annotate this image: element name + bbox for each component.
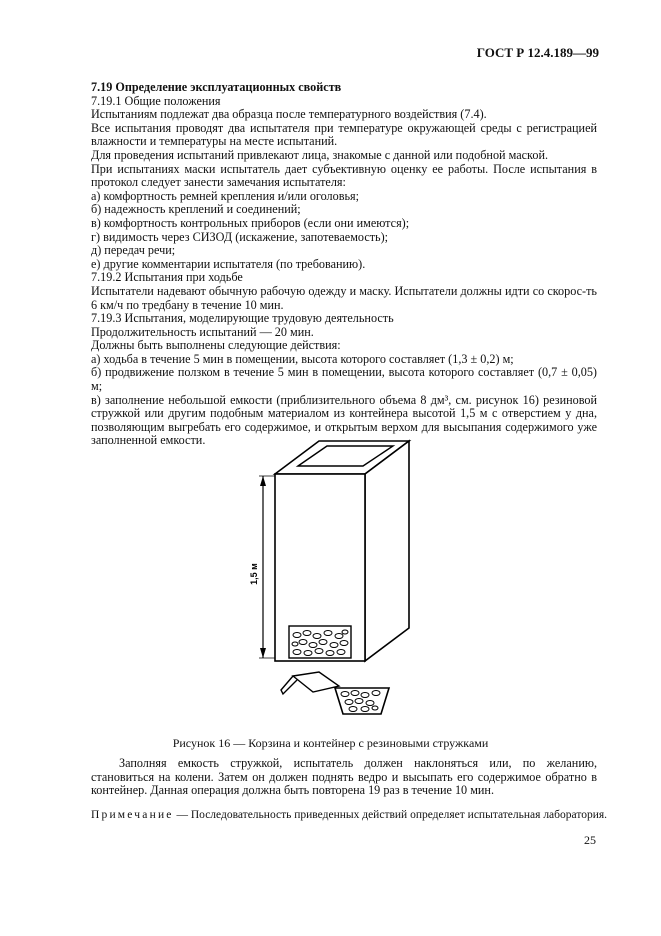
list-item: б) надежность креплений и соединений; xyxy=(91,202,301,217)
paragraph-after-figure: Заполняя емкость стружкой, испытатель должен наклоняться или, по желанию, становиться на колени. Затем он должен поднять ведро и высыпать его содержимое обратно в контейнер. Данная операция должна быть повторена 19 раз в течение 10 мин. xyxy=(91,756,597,798)
list-item: е) другие комментарии испытателя (по требованию). xyxy=(91,256,366,271)
subsection-7-19-3: 7.19.3 Испытания, моделирующие трудовую деятельность xyxy=(91,311,394,326)
figure-caption: Рисунок 16 — Корзина и контейнер с резиновыми стружками xyxy=(172,736,489,750)
paragraph-1: Испытаниям подлежат два образца после температурного воздействия (7.4). xyxy=(91,107,487,122)
dimension-label: 1,5 м xyxy=(249,563,259,585)
action-item: б) продвижение ползком в течение 5 мин в помещении, высота которого составляет (0,7 ± 0,05) м; xyxy=(91,365,597,394)
note-label: Примечание xyxy=(91,809,174,821)
after-text xyxy=(91,757,597,798)
list-item: в) комфортность контрольных приборов (если они имеются); xyxy=(91,215,410,230)
paragraph-7: Должны быть выполнены следующие действия: xyxy=(91,338,341,353)
list-item: г) видимость через СИЗОД (искажение, запотеваемость); xyxy=(91,229,389,244)
action-item: в) заполнение небольшой емкости (приблизительного объема 8 дм³, см. рисунок 16) резиновой стружкой или другим подобным материалом из контейнера высотой 1,5 м с отверстием у дна, позволяющим выгребать его содержимое, и открытым верхом для высыпания содержимого уже заполненной емкости. xyxy=(91,392,597,448)
subsection-7-19-2: 7.19.2 Испытания при ходьбе xyxy=(91,270,243,285)
body-text xyxy=(91,81,597,448)
paragraph-4: При испытаниях маски испытатель дает субъективную оценку ее работы. После испытания в протокол следует занести замечания испытателя: xyxy=(91,161,597,190)
note-text: — Последовательность приведенных действий определяет испытательная лаборатория. xyxy=(176,809,608,821)
list-item: а) комфортность ремней крепления и/или оголовья; xyxy=(91,188,360,203)
note xyxy=(91,809,611,821)
paragraph-6: Продолжительность испытаний — 20 мин. xyxy=(91,324,314,339)
page-number: 25 xyxy=(584,833,596,847)
doc-header: ГОСТ Р 12.4.189—99 xyxy=(476,45,599,60)
basket xyxy=(335,688,389,714)
arrow-down-icon xyxy=(260,648,266,658)
action-item: а) ходьба в течение 5 мин в помещении, высота которого составляет (1,3 ± 0,2) м; xyxy=(91,351,514,366)
list-item: д) передач речи; xyxy=(91,243,176,258)
paragraph-3: Для проведения испытаний привлекают лица, знакомые с данной или подобной маской. xyxy=(91,147,549,162)
scoop xyxy=(281,672,339,694)
container-side xyxy=(365,441,409,661)
subsection-7-19-1: 7.19.1 Общие положения xyxy=(91,93,221,108)
paragraph-2: Все испытания проводят два испытателя при температуре окружающей среды с регистрацией влажности и температуры на месте испытаний. xyxy=(91,120,597,149)
arrow-up-icon xyxy=(260,476,266,486)
section-title: 7.19 Определение эксплуатационных свойств xyxy=(91,80,342,94)
figure-container-drawing xyxy=(235,436,435,726)
paragraph-5: Испытатели надевают обычную рабочую одежду и маску. Испытатели должны идти со скорос-ть 6 км/ч по тредбану в течение 10 мин. xyxy=(91,283,597,312)
